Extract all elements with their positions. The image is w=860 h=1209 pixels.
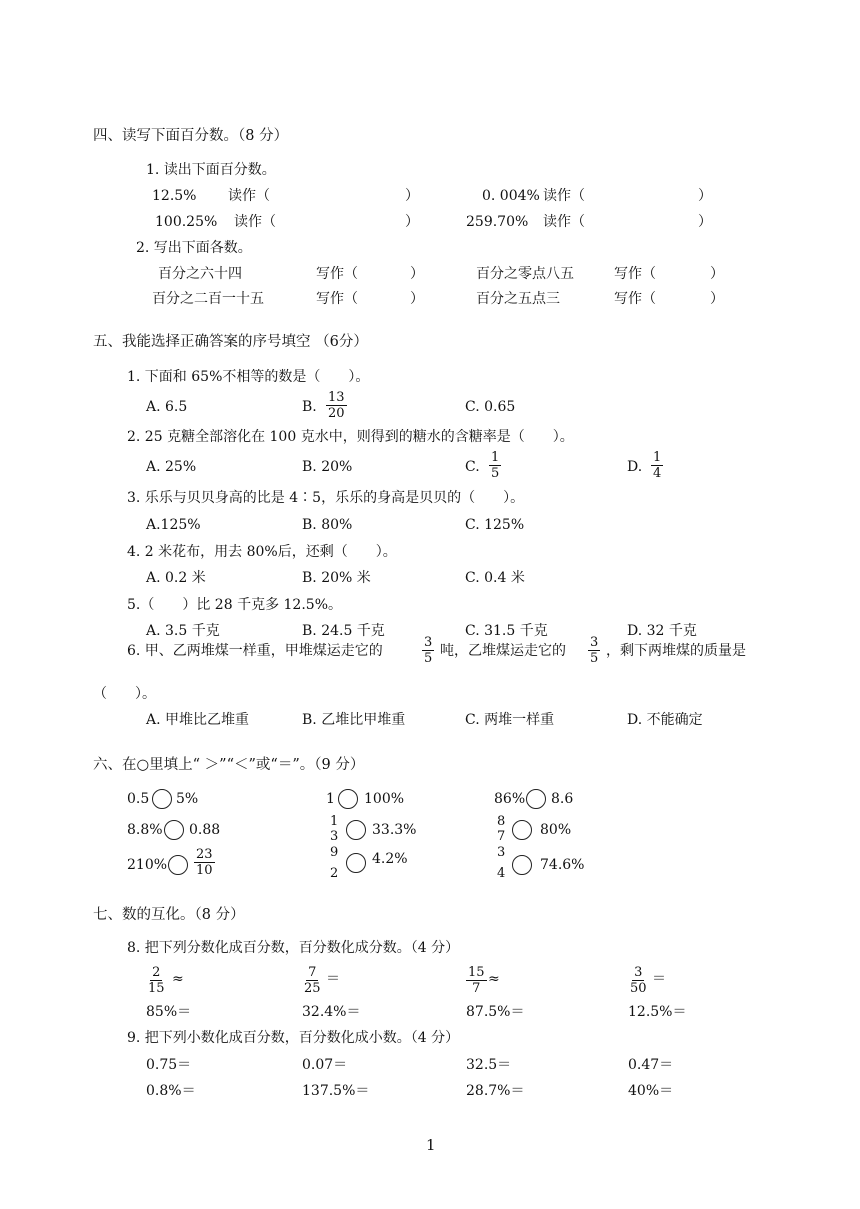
fraction-numerator: 23 — [196, 847, 213, 862]
s4-r4-write-1: 写作（ — [316, 291, 358, 307]
s5-q4-option-c: C. 0.4 米 — [465, 570, 525, 586]
s5-q3-text: 3. 乐乐与贝贝身高的比是 4∶5，乐乐的身高是贝贝的（ ）。 — [127, 490, 525, 506]
s4-r4-close-1: ） — [410, 291, 424, 307]
stacked-digit: 3 — [497, 845, 506, 860]
s4-r3-value-1: 百分之六十四 — [158, 266, 242, 282]
s7-q8-text: 8. 把下列分数化成百分数，百分数化成分数。（4 分） — [127, 940, 460, 956]
s4-r1-close-2: ） — [698, 188, 712, 204]
s5-q1-option-c: C. 0.65 — [465, 399, 516, 415]
section-4-heading: 四、读写下面百分数。（8 分） — [93, 128, 289, 144]
s5-q6-option-c: C. 两堆一样重 — [465, 712, 555, 728]
s6-c1r2-left: 8.8% — [127, 822, 163, 838]
s4-r2-value-2: 259.70% — [466, 214, 529, 230]
s6-c2r3-right: 4.2% — [372, 851, 408, 867]
s4-r1-value-1: 12.5% — [152, 188, 197, 204]
s5-q6-option-a: A. 甲堆比乙堆重 — [146, 712, 250, 728]
s5-q5-option-a: A. 3.5 千克 — [146, 623, 220, 639]
s4-r4-close-2: ） — [710, 291, 724, 307]
s7-q8-fraction-1 — [146, 966, 167, 995]
s4-r1-close-1: ） — [405, 188, 419, 204]
s7-q8-fraction-2 — [302, 966, 323, 995]
s5-q5-option-d: D. 32 千克 — [627, 623, 697, 639]
s7-q9-r2-1: 0.8%＝ — [146, 1083, 196, 1099]
s6-c2r3-left — [330, 845, 338, 881]
s5-q1-b-fraction — [326, 391, 347, 420]
compare-circle[interactable] — [338, 789, 358, 809]
compare-circle[interactable] — [164, 820, 184, 840]
s7-q9-r2-4: 40%＝ — [628, 1083, 674, 1099]
s5-q1-text: 1. 下面和 65%不相等的数是（ ）。 — [127, 369, 370, 385]
s4-r2-read-1: 读作（ — [234, 214, 276, 230]
stacked-digit: 1 — [330, 814, 339, 829]
s6-c2r1-left: 1 — [326, 791, 335, 807]
compare-circle[interactable] — [526, 789, 546, 809]
s6-c3r1-right: 8.6 — [551, 791, 574, 807]
s5-q6-fraction-1 — [422, 636, 434, 665]
fraction-numerator: 3 — [634, 965, 643, 980]
section-5-heading: 五、我能选择正确答案的序号填空 （6分） — [93, 334, 368, 350]
s5-q3-option-c: C. 125% — [465, 517, 525, 533]
stacked-digit: 3 — [330, 829, 339, 844]
s7-q8-op-2: ＝ — [326, 971, 340, 987]
s6-c1r3-fraction — [194, 848, 215, 877]
s4-r2-close-1: ） — [405, 214, 419, 230]
s7-q8-pct-1: 85%＝ — [146, 1004, 192, 1020]
s4-r2-value-1: 100.25% — [155, 214, 218, 230]
fraction-denominator: 5 — [424, 651, 433, 666]
s7-q9-r2-2: 137.5%＝ — [302, 1083, 370, 1099]
s7-q8-op-1: ≈ — [172, 971, 184, 987]
s5-q6-text-2: 吨，乙堆煤运走它的 — [440, 643, 566, 659]
stacked-digit: 9 — [330, 845, 339, 860]
s6-c3r3-left — [497, 845, 505, 881]
s4-r4-value-2: 百分之五点三 — [476, 291, 560, 307]
s6-c1r2-right: 0.88 — [189, 822, 221, 838]
s7-q9-r2-3: 28.7%＝ — [466, 1083, 525, 1099]
fraction-denominator: 5 — [590, 651, 599, 666]
s6-c3r2-left — [497, 814, 505, 844]
s5-q4-text: 4. 2 米花布，用去 80%后，还剩（ ）。 — [127, 544, 397, 560]
s5-q6-fraction-2 — [588, 636, 600, 665]
s4-r1-read-1: 读作（ — [228, 188, 270, 204]
s6-c2r2-left — [330, 814, 338, 844]
fraction-numerator: 13 — [328, 390, 345, 405]
s5-q3-option-b: B. 80% — [302, 517, 353, 533]
page-number: 1 — [426, 1136, 436, 1154]
compare-circle[interactable] — [152, 789, 172, 809]
s7-q9-r1-4: 0.47＝ — [628, 1057, 674, 1073]
s6-c2r2-right: 33.3% — [372, 822, 417, 838]
s5-q1-option-a: A. 6.5 — [146, 399, 188, 415]
section-7-heading: 七、数的互化。（8 分） — [93, 907, 245, 923]
s4-r1-value-2: 0. 004% — [482, 188, 540, 204]
compare-circle[interactable] — [512, 855, 532, 875]
s5-q6-option-b: B. 乙堆比甲堆重 — [302, 712, 406, 728]
s5-q2-d-fraction — [651, 451, 663, 480]
fraction-denominator: 7 — [472, 981, 481, 996]
s5-q2-option-d: D. — [627, 459, 643, 475]
stacked-digit: 7 — [497, 829, 506, 844]
s6-c1r1-right: 5% — [176, 791, 199, 807]
s7-q9-r1-1: 0.75＝ — [146, 1057, 192, 1073]
fraction-denominator: 10 — [196, 863, 213, 878]
s7-q8-fraction-3 — [466, 966, 487, 995]
fraction-denominator: 20 — [328, 406, 345, 421]
stacked-digit: 4 — [497, 866, 506, 881]
fraction-denominator: 4 — [653, 466, 662, 481]
fraction-numerator: 15 — [468, 965, 485, 980]
s5-q2-option-c: C. — [465, 459, 480, 475]
s4-r4-value-1: 百分之二百一十五 — [152, 291, 264, 307]
s7-q8-pct-2: 32.4%＝ — [302, 1004, 361, 1020]
s7-q9-text: 9. 把下列小数化成百分数，百分数化成小数。（4 分） — [127, 1030, 460, 1046]
s4-r2-close-2: ） — [698, 214, 712, 230]
s4-r3-close-2: ） — [710, 266, 724, 282]
s7-q8-op-4: ＝ — [652, 971, 666, 987]
compare-circle[interactable] — [168, 855, 188, 875]
s5-q5-option-b: B. 24.5 千克 — [302, 623, 385, 639]
s5-q6-option-d: D. 不能确定 — [627, 712, 703, 728]
s6-c2r1-right: 100% — [364, 791, 405, 807]
s5-q5-option-c: C. 31.5 千克 — [465, 623, 548, 639]
s5-q4-option-b: B. 20% 米 — [302, 570, 371, 586]
s4-r3-value-2: 百分之零点八五 — [476, 266, 574, 282]
s6-c3r1-left: 86% — [494, 791, 526, 807]
s4-r2-read-2: 读作（ — [543, 214, 585, 230]
s4-r3-close-1: ） — [410, 266, 424, 282]
s6-c3r3-right: 74.6% — [540, 857, 585, 873]
s5-q6-text-4: （ ）。 — [93, 686, 156, 702]
s5-q1-option-b: B. — [302, 399, 317, 415]
fraction-denominator: 15 — [148, 981, 165, 996]
s4-q1-label: 1. 读出下面百分数。 — [146, 162, 276, 178]
fraction-numerator: 2 — [152, 965, 161, 980]
compare-circle[interactable] — [512, 820, 532, 840]
s6-c1r1-left: 0.5 — [127, 791, 150, 807]
fraction-numerator: 7 — [308, 965, 317, 980]
s5-q6-text-3: ，剩下两堆煤的质量是 — [606, 643, 746, 659]
s7-q8-fraction-4 — [628, 966, 649, 995]
s7-q8-op-3: ≈ — [488, 971, 500, 987]
stacked-digit: 2 — [330, 866, 339, 881]
s7-q8-pct-3: 87.5%＝ — [466, 1004, 525, 1020]
s6-c1r3-left: 210% — [127, 857, 168, 873]
s5-q3-option-a: A.125% — [146, 517, 201, 533]
s5-q2-option-a: A. 25% — [146, 459, 197, 475]
s4-q2-label: 2. 写出下面各数。 — [136, 240, 252, 256]
stacked-digit: 8 — [497, 814, 506, 829]
s7-q9-r1-2: 0.07＝ — [302, 1057, 348, 1073]
s5-q2-option-b: B. 20% — [302, 459, 353, 475]
section-6-heading: 六、在○里填上“ ＞”“＜”或“＝”。（9 分） — [93, 757, 365, 773]
fraction-numerator: 3 — [590, 635, 599, 650]
s5-q4-option-a: A. 0.2 米 — [146, 570, 206, 586]
compare-circle[interactable] — [346, 853, 366, 873]
s4-r1-read-2: 读作（ — [543, 188, 585, 204]
s7-q8-pct-4: 12.5%＝ — [628, 1004, 687, 1020]
s4-r4-write-2: 写作（ — [614, 291, 656, 307]
fraction-denominator: 5 — [491, 466, 500, 481]
fraction-numerator: 1 — [653, 450, 662, 465]
s6-c3r2-right: 80% — [540, 822, 572, 838]
fraction-numerator: 3 — [424, 635, 433, 650]
s7-q9-r1-3: 32.5＝ — [466, 1057, 512, 1073]
compare-circle[interactable] — [346, 820, 366, 840]
s4-r3-write-2: 写作（ — [614, 266, 656, 282]
fraction-denominator: 25 — [304, 981, 321, 996]
s4-r3-write-1: 写作（ — [316, 266, 358, 282]
fraction-denominator: 50 — [630, 981, 647, 996]
fraction-numerator: 1 — [491, 450, 500, 465]
s5-q2-text: 2. 25 克糖全部溶化在 100 克水中，则得到的糖水的含糖率是（ ）。 — [127, 429, 574, 445]
s5-q6-text-1: 6. 甲、乙两堆煤一样重，甲堆煤运走它的 — [127, 643, 383, 659]
s5-q5-text: 5.（ ）比 28 千克多 12.5%。 — [127, 597, 342, 613]
s5-q2-c-fraction — [489, 451, 501, 480]
